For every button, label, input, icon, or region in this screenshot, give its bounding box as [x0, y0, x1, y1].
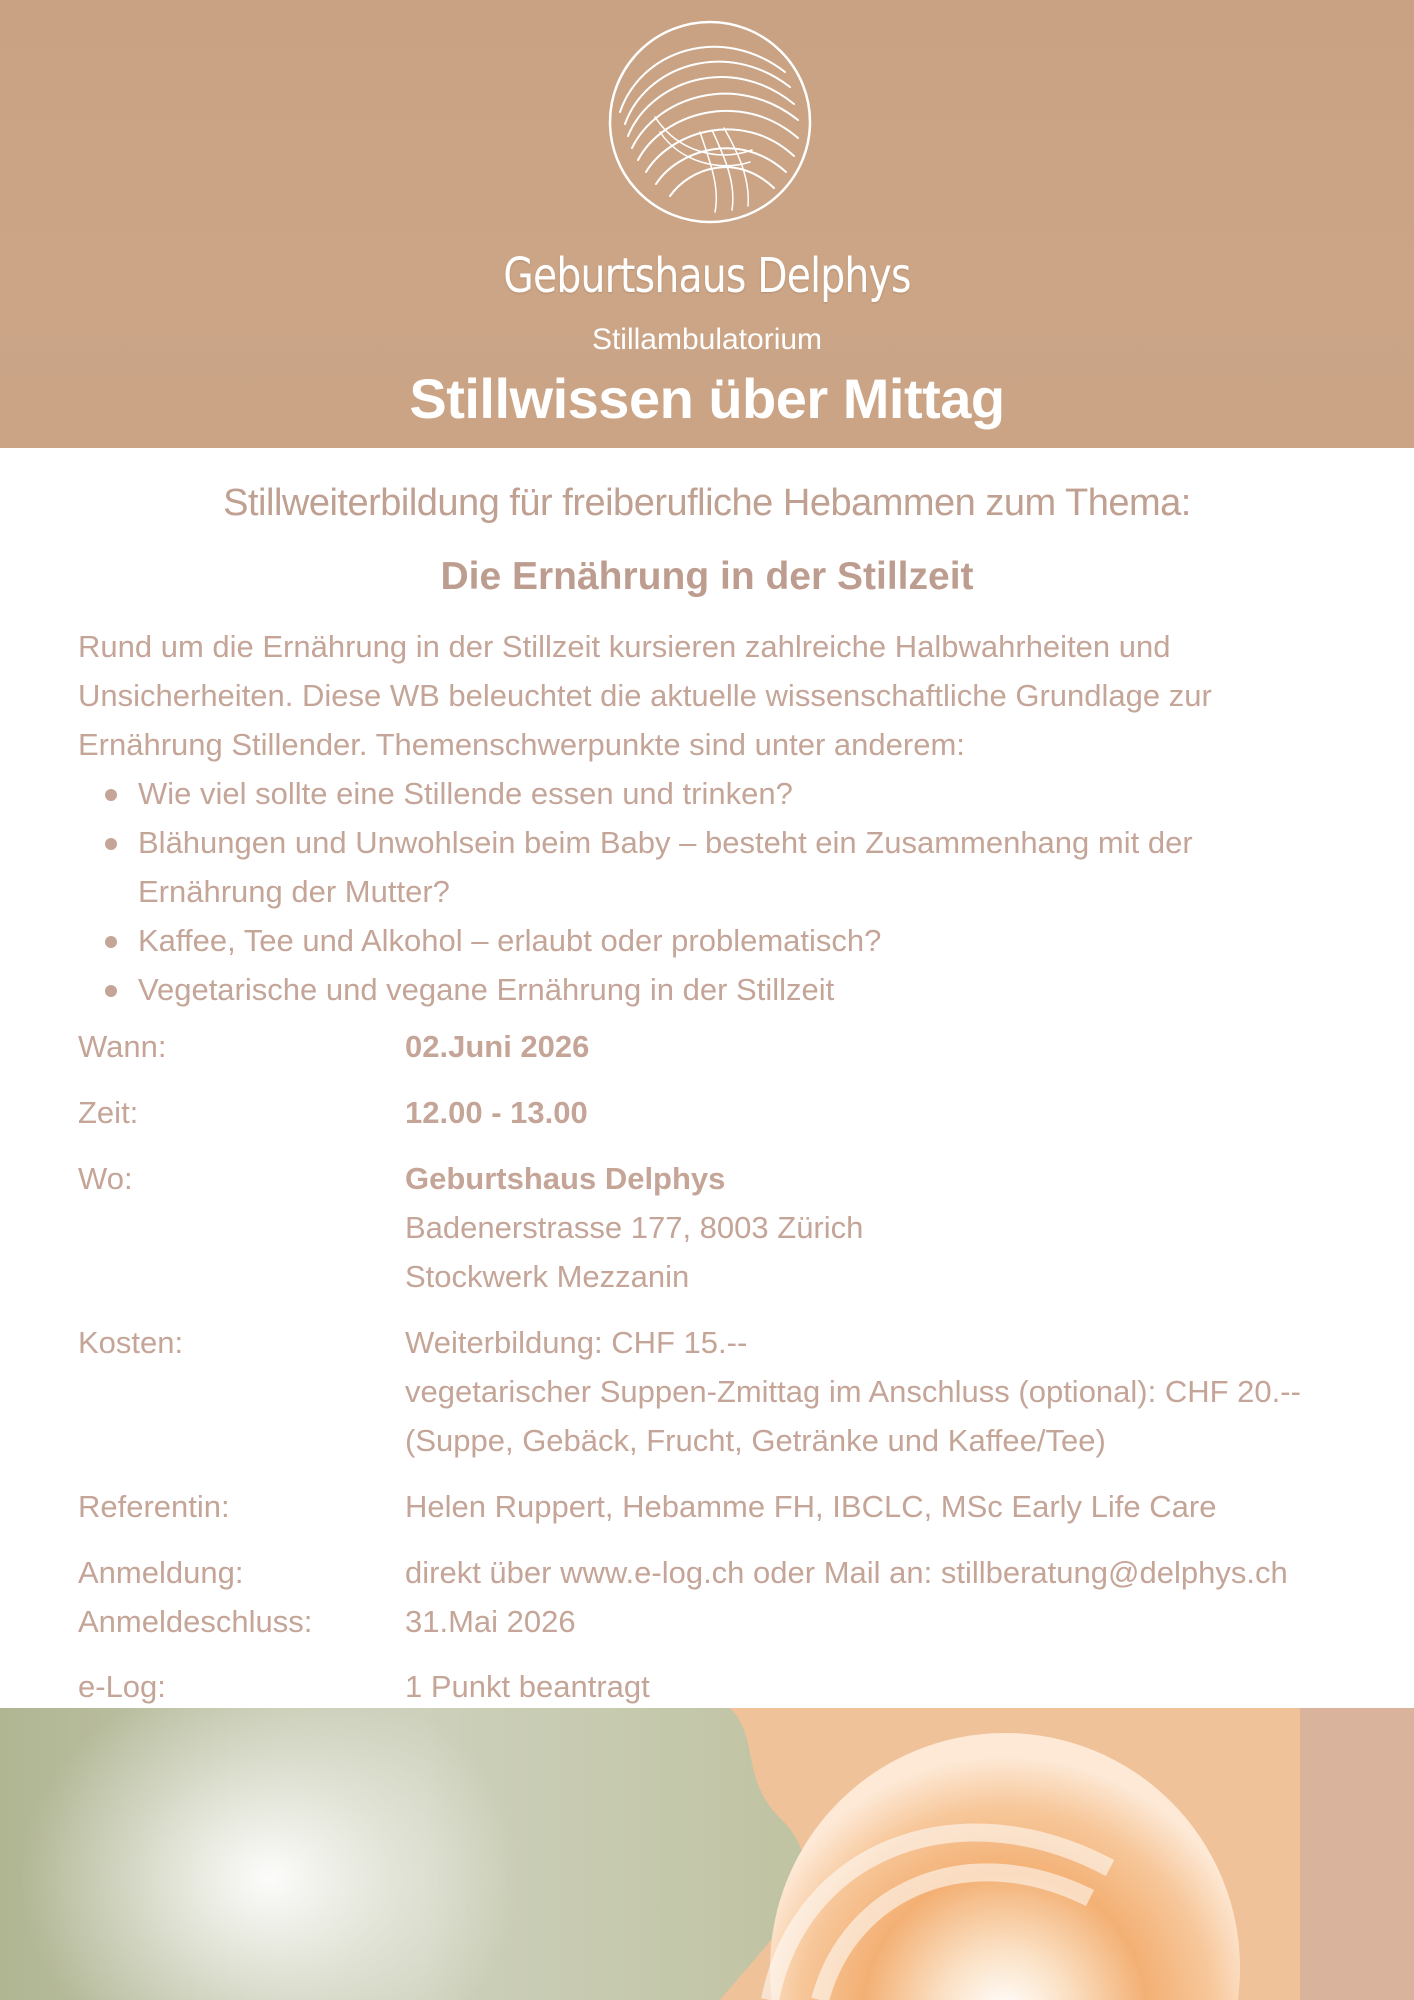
list-item: Vegetarische und vegane Ernährung in der Stillzeit: [78, 965, 1358, 1014]
detail-value-costs: [405, 1318, 1405, 1465]
list-item: Wie viel sollte eine Stillende essen und trinken?: [78, 769, 1358, 818]
detail-label: Kosten:: [78, 1325, 184, 1360]
page-title: Stillwissen über Mittag: [409, 367, 1005, 430]
bullet-icon: [105, 789, 117, 801]
location-floor: Stockwerk Mezzanin: [405, 1259, 690, 1294]
cost-line: vegetarischer Suppen-Zmittag im Anschluss (optional): CHF 20.--: [405, 1374, 1301, 1409]
cost-line: (Suppe, Gebäck, Frucht, Getränke und Kaffee/Tee): [405, 1423, 1106, 1458]
detail-value-elog: 1 Punkt beantragt: [405, 1669, 650, 1704]
detail-value-date: 02.Juni 2026: [405, 1029, 590, 1064]
swirl-circle-logo: [600, 12, 820, 232]
detail-label: Anmeldung:: [78, 1555, 244, 1590]
footer-decoration: [0, 1708, 1414, 2000]
detail-label: Anmeldeschluss:: [78, 1604, 313, 1639]
description-line: Rund um die Ernährung in der Stillzeit kursieren zahlreiche Halbwahrheiten und: [78, 629, 1171, 664]
detail-value-deadline: 31.Mai 2026: [405, 1604, 576, 1639]
description-line: Ernährung Stillender. Themenschwerpunkte sind unter anderem:: [78, 727, 965, 762]
footer-art: [0, 1708, 1414, 2000]
cost-line: Weiterbildung: CHF 15.--: [405, 1325, 748, 1360]
detail-label: Wo:: [78, 1161, 133, 1196]
intro-heading: Stillweiterbildung für freiberufliche Hebammen zum Thema:: [223, 482, 1191, 524]
location-address: Badenerstrasse 177, 8003 Zürich: [405, 1210, 864, 1245]
topic-list: [78, 769, 1358, 1014]
detail-label: Referentin:: [78, 1489, 230, 1524]
header-banner: [0, 0, 1414, 448]
topic-heading: Die Ernährung in der Stillzeit: [440, 555, 974, 598]
description: [78, 622, 1358, 1014]
detail-value-time: 12.00 - 13.00: [405, 1095, 588, 1130]
location-name: Geburtshaus Delphys: [405, 1161, 726, 1196]
detail-label: Zeit:: [78, 1095, 139, 1130]
detail-label: Wann:: [78, 1029, 167, 1064]
description-line: Unsicherheiten. Diese WB beleuchtet die aktuelle wissenschaftliche Grundlage zur: [78, 678, 1212, 713]
list-item: Kaffee, Tee und Alkohol – erlaubt oder problematisch?: [78, 916, 1358, 965]
detail-label: e-Log:: [78, 1669, 166, 1704]
brand-name: Geburtshaus Delphys: [503, 248, 911, 304]
list-item: Blähungen und Unwohlsein beim Baby – besteht ein Zusammenhang mit der Ernährung der Mutter?: [78, 818, 1358, 916]
detail-value-speaker: Helen Ruppert, Hebamme FH, IBCLC, MSc Early Life Care: [405, 1489, 1217, 1524]
brand-subtitle: Stillambulatorium: [591, 323, 823, 356]
bullet-icon: [105, 838, 117, 850]
bullet-icon: [105, 936, 117, 948]
detail-value-registration: direkt über www.e-log.ch oder Mail an: stillberatung@delphys.ch: [405, 1555, 1288, 1590]
detail-value-location: [405, 1154, 1405, 1301]
bullet-icon: [105, 985, 117, 997]
